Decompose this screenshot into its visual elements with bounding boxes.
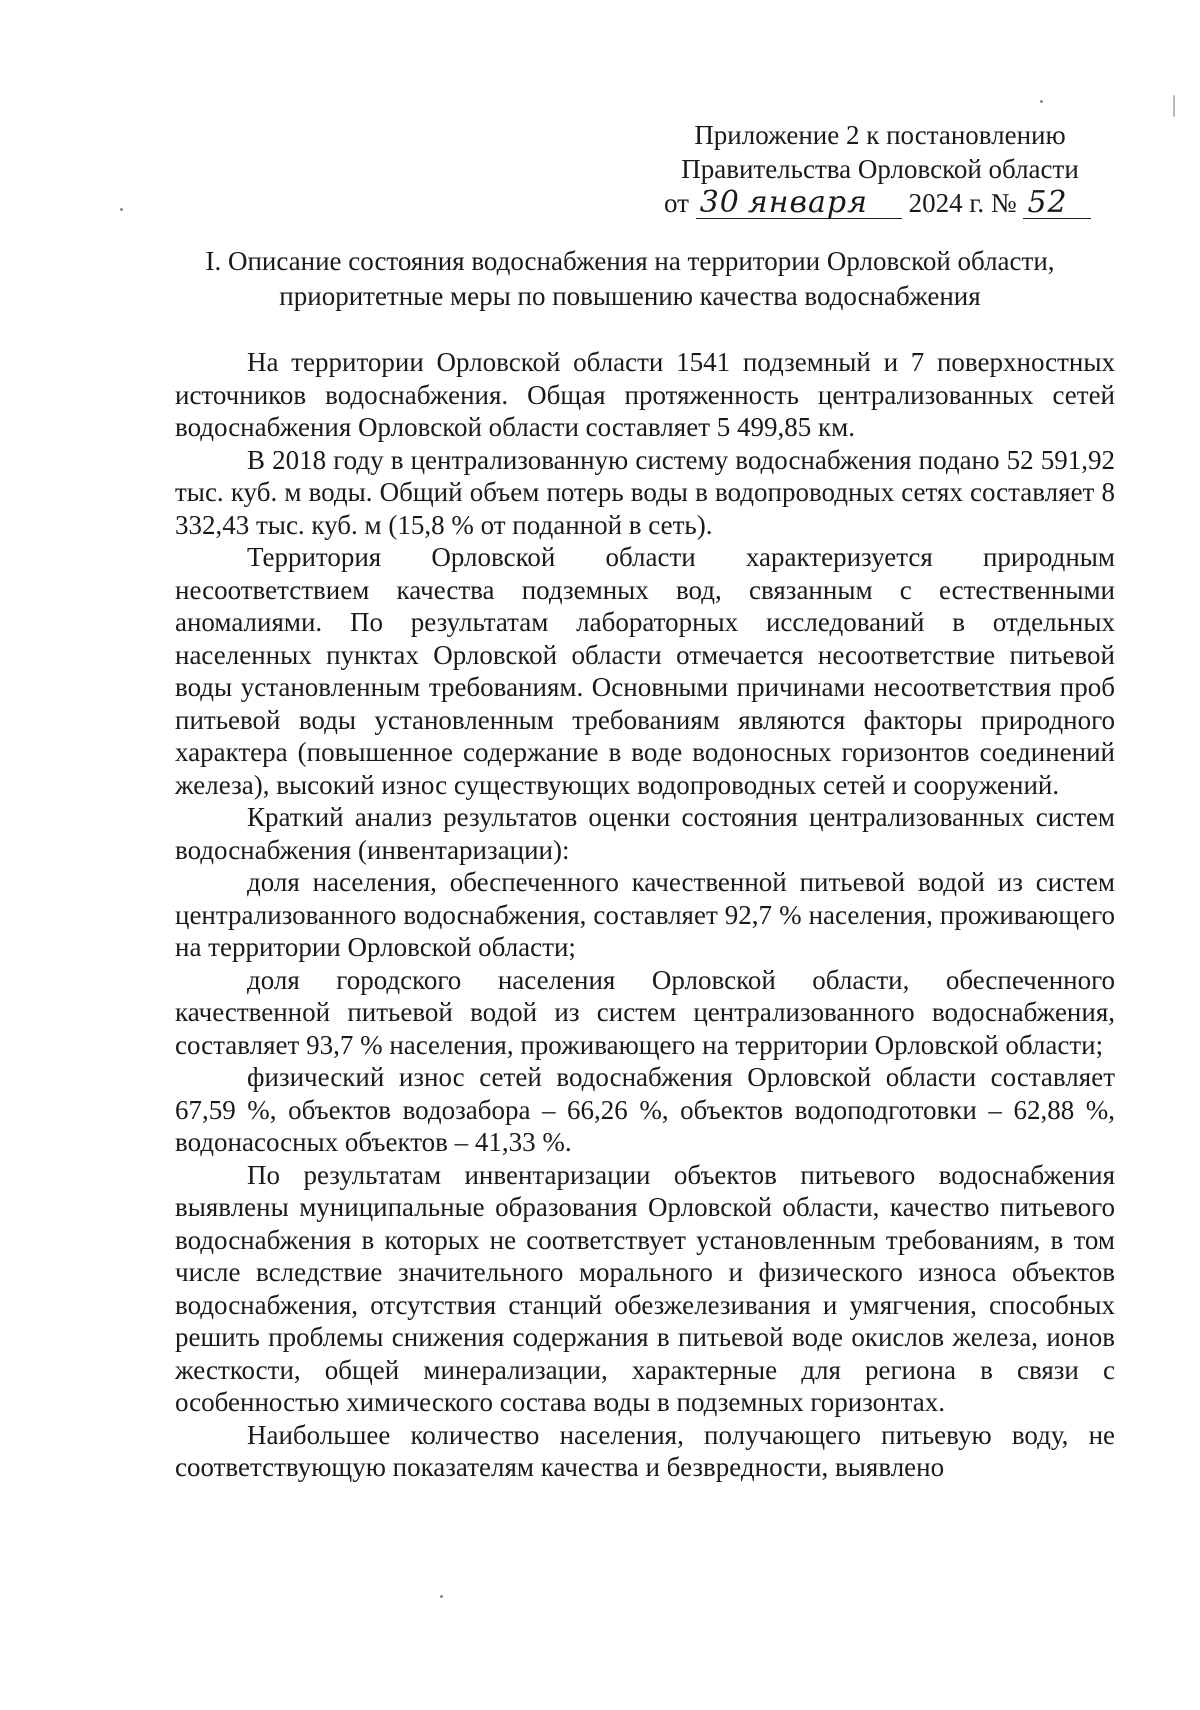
section-title-line-2: приоритетные меры по повышению качества водоснабжения xyxy=(279,281,981,311)
section-title xyxy=(150,244,1110,314)
paragraph: физический износ сетей водоснабжения Орловской области составляет 67,59 %, объектов водозабора – 66,26 %, объектов водоподготовки – 62,88 %, водонасосных объектов – 41,33 %. xyxy=(175,1062,1115,1157)
scan-speck xyxy=(440,1595,443,1598)
scan-speck xyxy=(1040,100,1043,103)
paragraph: Наибольшее количество населения, получающего питьевую воду, не соответствующую показателям качества и безвредности, выявлено xyxy=(175,1419,1115,1482)
date-prefix: от xyxy=(664,188,689,218)
paragraph: На территории Орловской области 1541 подземный и 7 поверхностных источников водоснабжения. Общая протяженность централизованных сетей водоснабжения Орловской области составляет 5 499,85 км. xyxy=(175,347,1115,442)
paragraph: доля населения, обеспеченного качественной питьевой водой из систем централизованного водоснабжения, составляет 92,7 % населения, проживающего на территории Орловской области; xyxy=(175,867,1115,962)
paragraph: Краткий анализ результатов оценки состояния централизованных систем водоснабжения (инвентаризации): xyxy=(175,802,1115,865)
handwritten-month: января xyxy=(744,188,902,219)
handwritten-number: 52 xyxy=(1023,188,1091,219)
paragraph: В 2018 году в централизованную систему водоснабжения подано 52 591,92 тыс. куб. м воды. Общий объем потерь воды в водопроводных сетях составляет 8 332,43 тыс. куб. м (15,8 % от поданной в сеть). xyxy=(175,444,1115,540)
appendix-header xyxy=(650,118,1110,220)
appendix-line-2: Правительства Орловской области xyxy=(681,154,1079,184)
body-text xyxy=(175,346,1115,1484)
handwritten-day: 30 xyxy=(696,188,744,219)
scan-speck xyxy=(1173,95,1175,117)
paragraph: доля городского населения Орловской области, обеспеченного качественной питьевой водой из систем централизованного водоснабжения, составляет 93,7 % населения, проживающего на территории Орловской области; xyxy=(175,964,1115,1060)
scan-speck xyxy=(120,208,123,211)
resolution-date-line xyxy=(650,186,1110,220)
section-title-line-1: I. Описание состояния водоснабжения на территории Орловской области, xyxy=(205,246,1055,276)
paragraph: Территория Орловской области характеризуется природным несоответствием качества подземных вод, связанным с естественными аномалиями. По результатам лабораторных исследований в отдельных населенных пунктах Орловской области отмечается несоответствие питьевой воды установленным требованиям. Основными причинами несоответствия проб питьевой воды установленным требованиям являются факторы природного характера (повышенное содержание в воде водоносных горизонтов соединений железа), высокий износ существующих водопроводных сетей и сооружений. xyxy=(175,542,1115,800)
date-year: 2024 г. № xyxy=(908,188,1017,218)
paragraph: По результатам инвентаризации объектов питьевого водоснабжения выявлены муниципальные образования Орловской области, качество питьевого водоснабжения в которых не соответствует установленным требованиям, в том числе вследствие значительного морального и физического износа объектов водоснабжения, отсутствия станций обезжелезивания и умягчения, способных решить проблемы снижения содержания в питьевой воде окислов железа, ионов жесткости, общей минерализации, характерные для региона в связи с особенностью химического состава воды в подземных горизонтах. xyxy=(175,1159,1115,1417)
appendix-line-1: Приложение 2 к постановлению xyxy=(694,120,1066,150)
